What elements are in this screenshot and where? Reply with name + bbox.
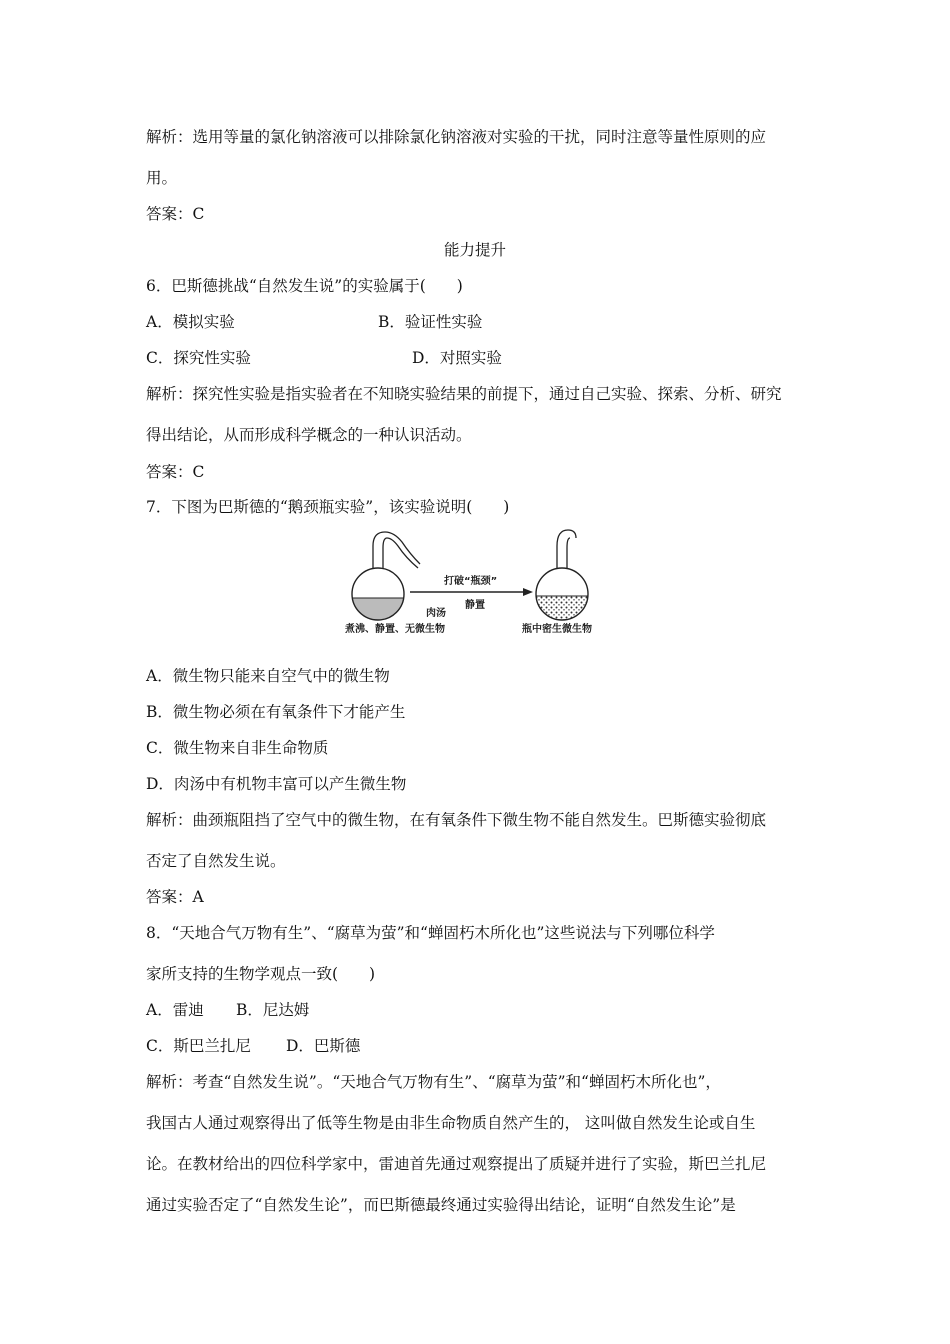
q7-option-d: D．肉汤中有机物丰富可以产生微生物 xyxy=(146,775,407,793)
analysis-intro-line2: 用。 xyxy=(146,169,178,187)
q7-option-b: B．微生物必须在有氧条件下才能产生 xyxy=(146,703,406,721)
q7-option-c: C．微生物来自非生命物质 xyxy=(146,739,329,757)
q7-option-a: A．微生物只能来自空气中的微生物 xyxy=(146,667,390,685)
q8-option-c: C．斯巴兰扎尼 xyxy=(146,1037,251,1055)
q8-option-b: B．尼达姆 xyxy=(236,1001,310,1019)
q6-option-c: C．探究性实验 xyxy=(146,349,251,367)
section-title: 能力提升 xyxy=(443,241,506,259)
q6-option-b: B．验证性实验 xyxy=(378,313,483,331)
left-flask xyxy=(352,532,420,622)
label-arrow-top: 打破“瓶颈” xyxy=(444,576,498,587)
q6-stem: 6．巴斯德挑战“自然发生说”的实验属于( ) xyxy=(146,277,463,295)
analysis-intro-line1: 解析：选用等量的氯化钠溶液可以排除氯化钠溶液对实验的干扰，同时注意等量性原则的应 xyxy=(146,128,767,146)
q8-option-d: D．巴斯德 xyxy=(286,1037,361,1055)
q6-analysis-line2: 得出结论，从而形成科学概念的一种认识活动。 xyxy=(146,426,472,444)
q8-analysis-line3: 论。在教材给出的四位科学家中，雷迪首先通过观察提出了质疑并进行了实验，斯巴兰扎尼 xyxy=(146,1155,767,1173)
label-right: 瓶中密生微生物 xyxy=(522,624,592,635)
right-flask xyxy=(536,530,588,622)
q7-stem: 7．下图为巴斯德的“鹅颈瓶实验”，该实验说明( ) xyxy=(146,498,510,516)
label-broth: 肉汤 xyxy=(426,608,446,619)
label-left: 煮沸、静置、无微生物 xyxy=(345,624,445,635)
q8-stem-line1: 8．“天地合气万物有生”、“腐草为萤”和“蝉固朽木所化也”这些说法与下列哪位科学 xyxy=(146,924,715,942)
q8-analysis-line4: 通过实验否定了“自然发生论”，而巴斯德最终通过实验得出结论，证明“自然发生论”是 xyxy=(146,1196,736,1214)
q6-answer: 答案：C xyxy=(146,463,205,481)
answer-intro: 答案：C xyxy=(146,205,205,223)
q8-analysis-line2: 我国古人通过观察得出了低等生物是由非生命物质自然产生的， 这叫做自然发生论或自生 xyxy=(146,1114,756,1132)
q6-analysis-line1: 解析：探究性实验是指实验者在不知晓实验结果的前提下，通过自己实验、探索、分析、研究 xyxy=(146,385,782,403)
q7-analysis-line2: 否定了自然发生说。 xyxy=(146,852,286,870)
gooseneck-flask-figure xyxy=(340,526,615,638)
label-arrow-bottom: 静置 xyxy=(465,600,485,611)
q7-answer: 答案：A xyxy=(146,888,204,906)
process-arrow xyxy=(410,588,533,596)
q6-option-d: D．对照实验 xyxy=(412,349,502,367)
q8-stem-line2: 家所支持的生物学观点一致( ) xyxy=(146,965,376,983)
q8-option-a: A．雷迪 xyxy=(146,1001,204,1019)
q7-analysis-line1: 解析：曲颈瓶阻挡了空气中的微生物，在有氧条件下微生物不能自然发生。巴斯德实验彻底 xyxy=(146,811,767,829)
q8-analysis-line1: 解析：考查“自然发生说”。“天地合气万物有生”、“腐草为萤”和“蝉固朽木所化也”， xyxy=(146,1073,721,1091)
q6-option-a: A．模拟实验 xyxy=(146,313,235,331)
